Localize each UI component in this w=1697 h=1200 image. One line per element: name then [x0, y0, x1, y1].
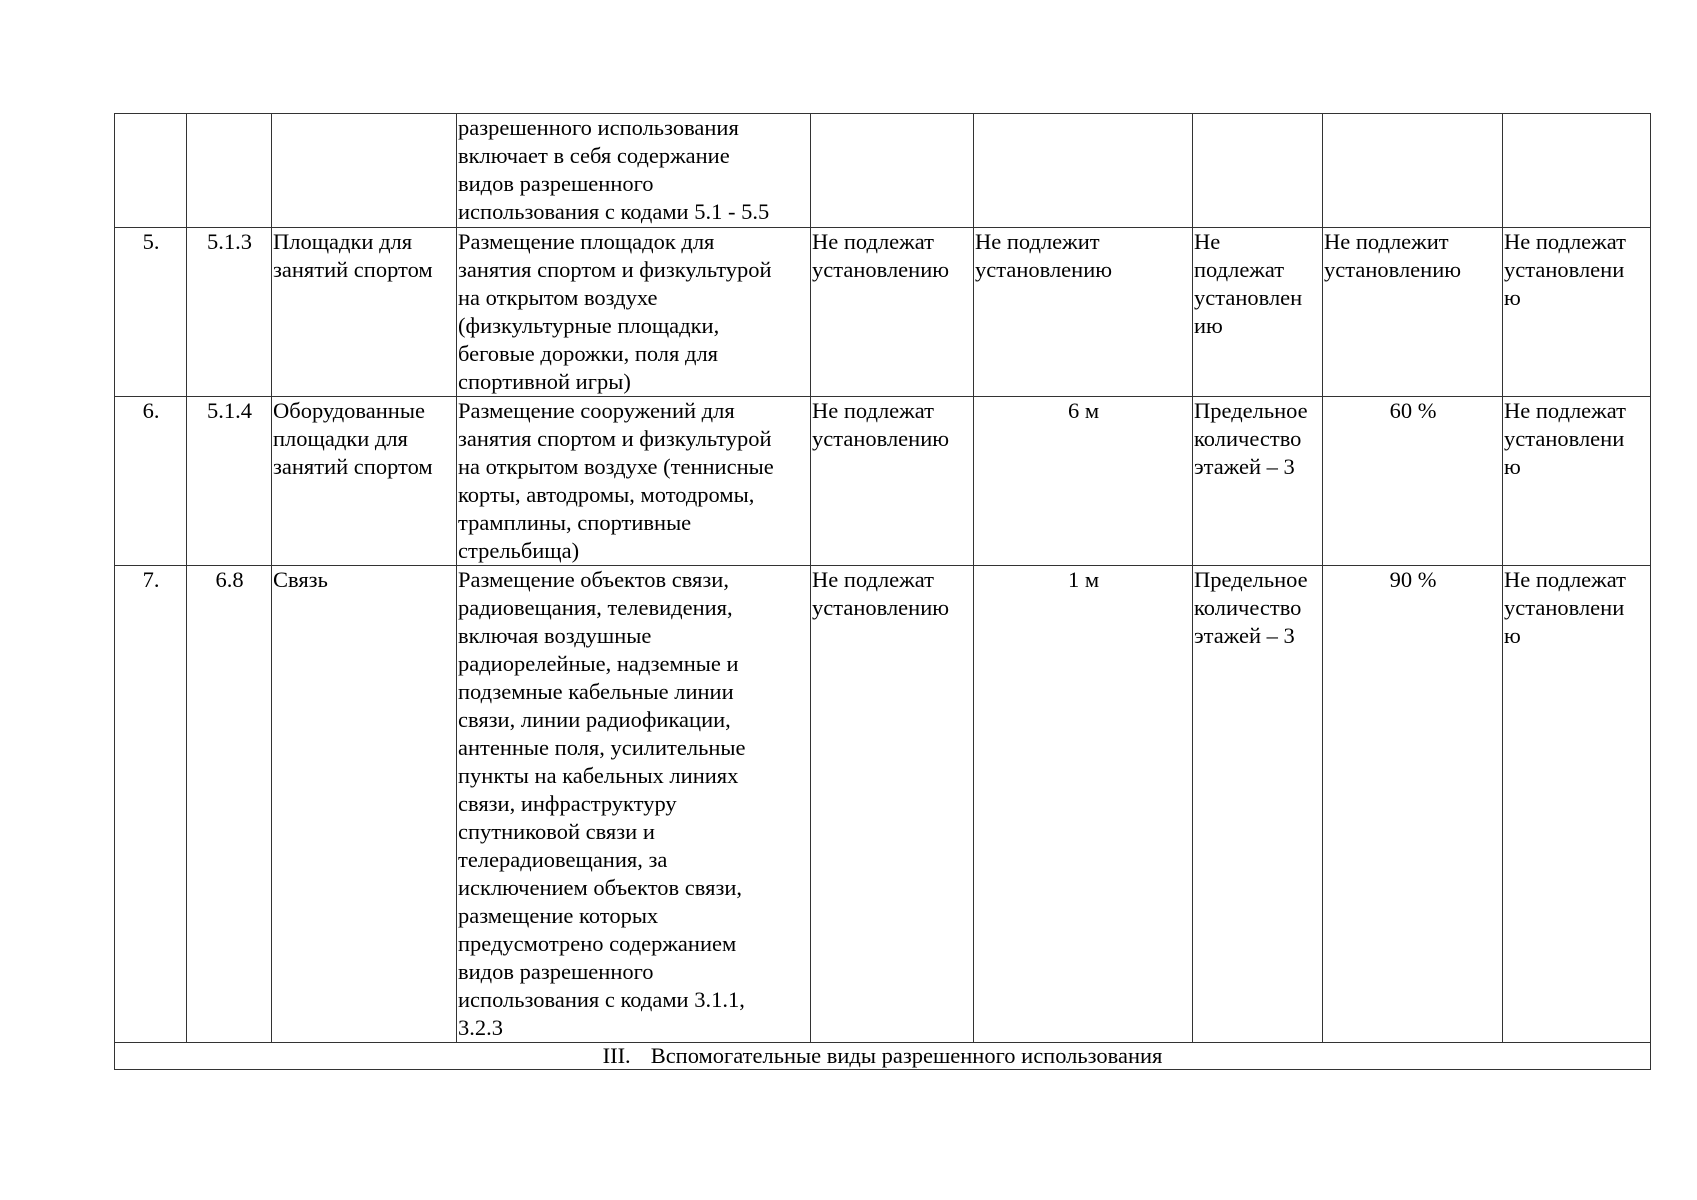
cell-col5: Не подлежат установлению [811, 397, 974, 566]
table-row [115, 397, 1651, 566]
section-header-row [115, 1043, 1651, 1070]
cell-num [115, 114, 187, 228]
cell-col8: 90 % [1323, 566, 1503, 1043]
cell-description: Размещение площадок для занятия спортом и физкультурой на открытом воздухе (физкультурные площадки, беговые дорожки, поля для спортивной игры) [457, 228, 811, 397]
table-row [115, 228, 1651, 397]
cell-col8: Не подлежит установлению [1323, 228, 1503, 397]
cell-name [272, 114, 457, 228]
cell-num: 7. [115, 566, 187, 1043]
cell-num: 6. [115, 397, 187, 566]
cell-col5: Не подлежат установлению [811, 228, 974, 397]
cell-code [187, 114, 272, 228]
cell-col6 [974, 114, 1193, 228]
table-row [115, 114, 1651, 228]
cell-col8 [1323, 114, 1503, 228]
table-row [115, 566, 1651, 1043]
cell-col5 [811, 114, 974, 228]
cell-description: разрешенного использования включает в себя содержание видов разрешенного использования с кодами 5.1 - 5.5 [457, 114, 811, 228]
cell-col7: Не подлежат установлен ию [1193, 228, 1323, 397]
cell-name: Связь [272, 566, 457, 1043]
cell-col6: 1 м [974, 566, 1193, 1043]
cell-col5: Не подлежат установлению [811, 566, 974, 1043]
cell-num: 5. [115, 228, 187, 397]
section-number: III. [602, 1043, 631, 1068]
cell-name: Оборудованные площадки для занятий спортом [272, 397, 457, 566]
cell-col8: 60 % [1323, 397, 1503, 566]
cell-code: 6.8 [187, 566, 272, 1043]
cell-col9: Не подлежат установлени ю [1503, 566, 1651, 1043]
cell-description: Размещение объектов связи, радиовещания, телевидения, включая воздушные радиорелейные, надземные и подземные кабельные линии связи, линии радиофикации, антенные поля, усилительные пункты на кабельных линиях связи, инфраструктуру спутниковой связи и телерадиовещания, за исключением объектов связи, размещение которых предусмотрено содержанием видов разрешенного использования с кодами 3.1.1, 3.2.3 [457, 566, 811, 1043]
cell-col9: Не подлежат установлени ю [1503, 228, 1651, 397]
cell-col7: Предельное количество этажей – 3 [1193, 566, 1323, 1043]
cell-col9: Не подлежат установлени ю [1503, 397, 1651, 566]
cell-col9 [1503, 114, 1651, 228]
cell-col6: Не подлежит установлению [974, 228, 1193, 397]
cell-col6: 6 м [974, 397, 1193, 566]
cell-description: Размещение сооружений для занятия спортом и физкультурой на открытом воздухе (теннисные корты, автодромы, мотодромы, трамплины, спортивные стрельбища) [457, 397, 811, 566]
cell-col7: Предельное количество этажей – 3 [1193, 397, 1323, 566]
cell-name: Площадки для занятий спортом [272, 228, 457, 397]
cell-code: 5.1.3 [187, 228, 272, 397]
section-header-cell [115, 1043, 1651, 1070]
land-use-table [114, 113, 1651, 1070]
section-title: Вспомогательные виды разрешенного использования [650, 1043, 1163, 1068]
cell-code: 5.1.4 [187, 397, 272, 566]
cell-col7 [1193, 114, 1323, 228]
